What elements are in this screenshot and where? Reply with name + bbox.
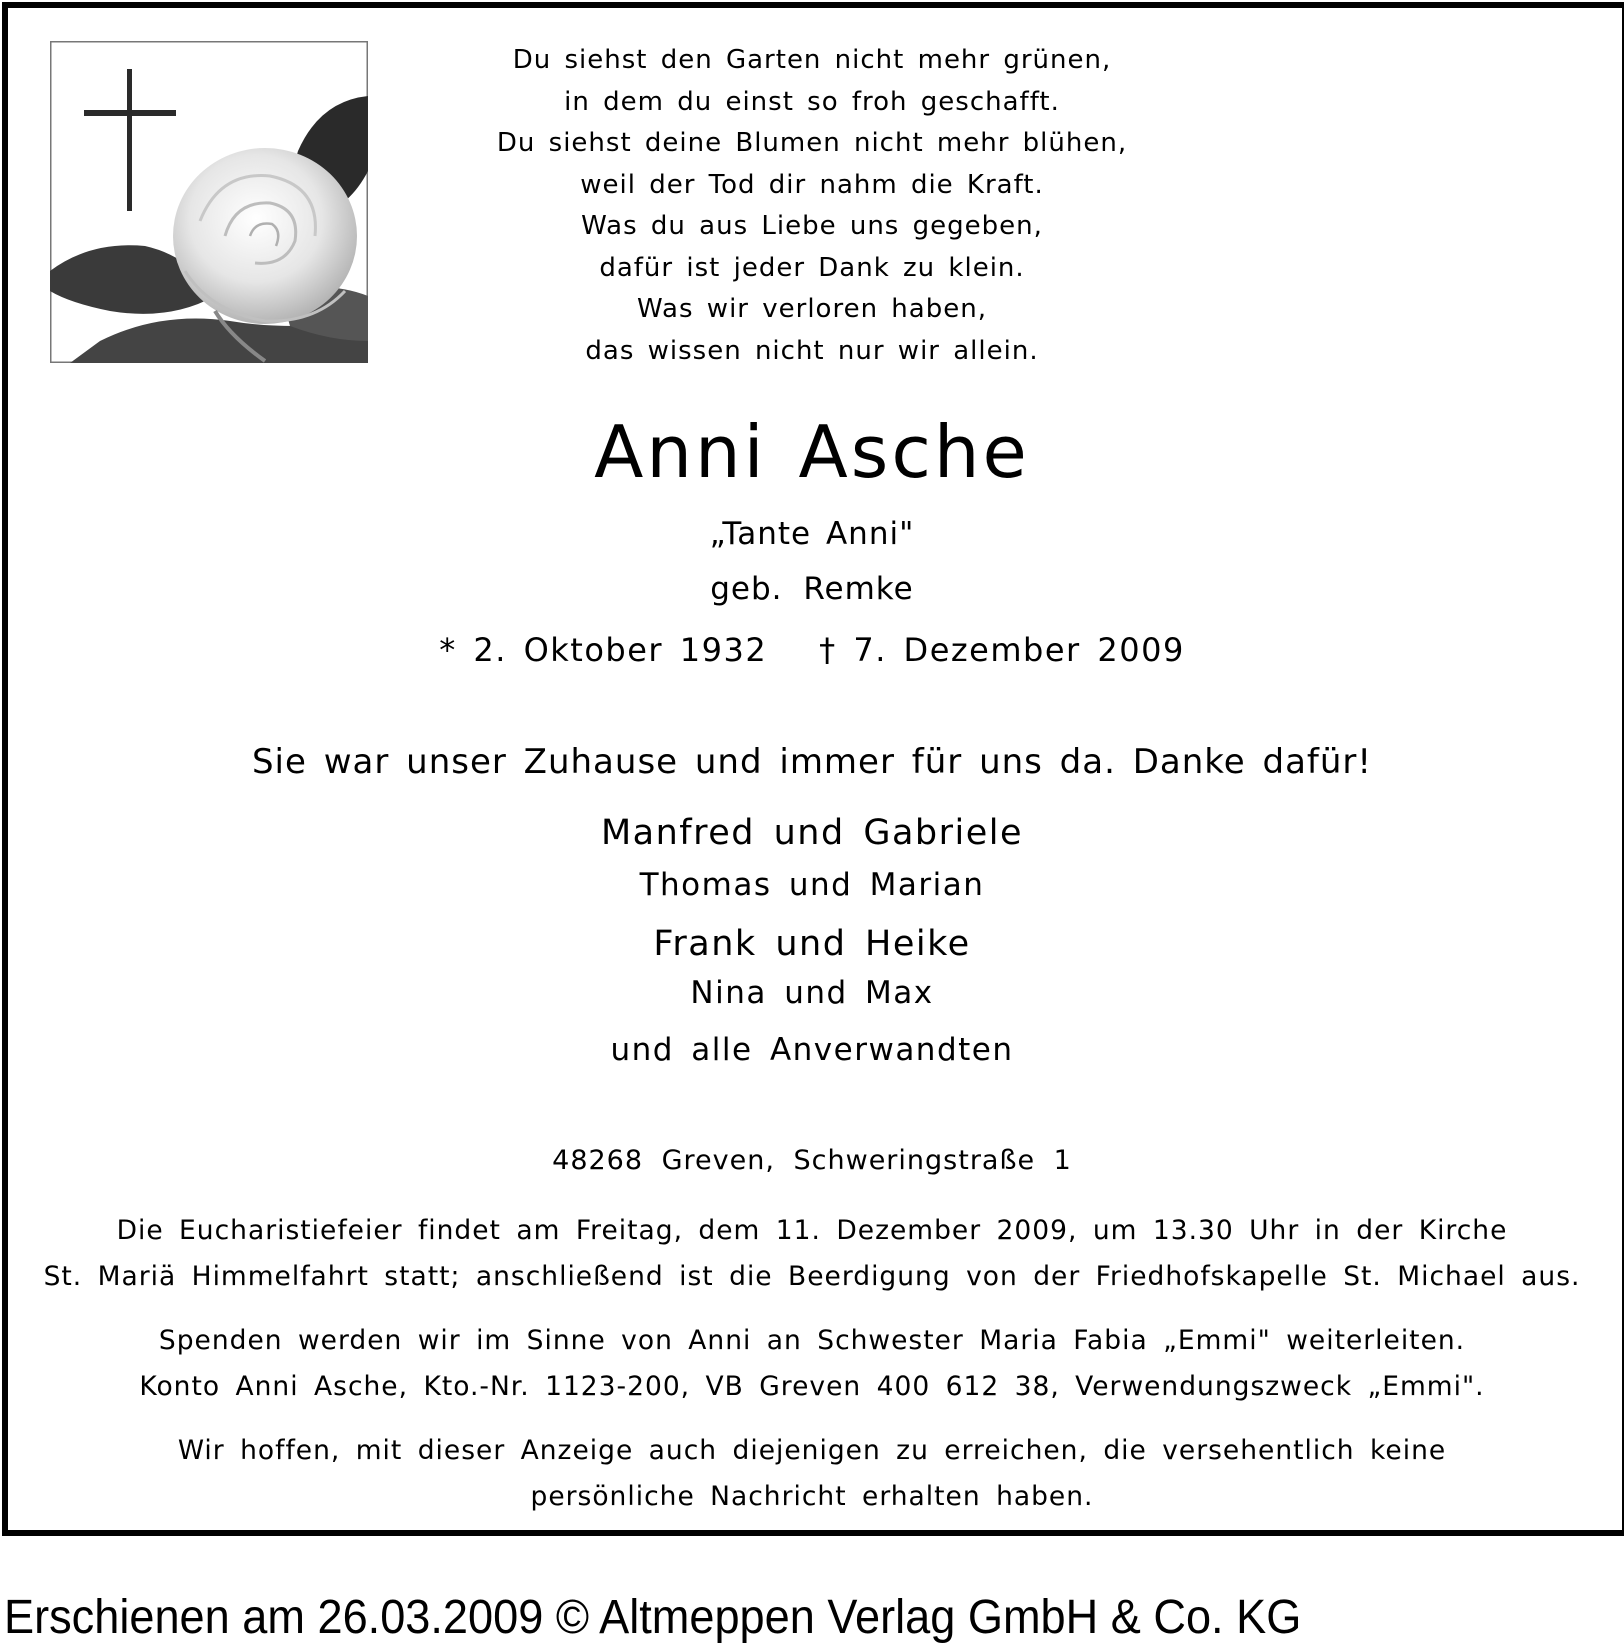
poem-line: Was wir verloren haben,	[637, 294, 987, 324]
deceased-birth-name: geb. Remke	[710, 571, 914, 607]
motto: Sie war unser Zuhause und immer für uns da. Danke dafür!	[251, 742, 1373, 782]
family-line-2: Frank und Heike	[653, 924, 971, 964]
donation-info	[0, 1318, 1624, 1410]
notice-note	[0, 1428, 1624, 1520]
family-line-1-children: Thomas und Marian	[639, 867, 985, 903]
service-info	[0, 1208, 1624, 1300]
poem-line: dafür ist jeder Dank zu klein.	[599, 252, 1025, 283]
publication-footer: Erschienen am 26.03.2009 © Altmeppen Verlag GmbH & Co. KG	[4, 1591, 1302, 1644]
service-line: St. Mariä Himmelfahrt statt; anschließend ist die Beerdigung von der Friedhofskapelle St. Michael aus.	[43, 1261, 1581, 1292]
poem-line: Du siehst deine Blumen nicht mehr blühen,	[496, 128, 1128, 158]
poem-line: das wissen nicht nur wir allein.	[585, 335, 1039, 366]
address: 48268 Greven, Schweringstraße 1	[552, 1145, 1072, 1176]
poem	[0, 40, 1624, 372]
donation-line: Spenden werden wir im Sinne von Anni an Schwester Maria Fabia „Emmi" weiterleiten.	[158, 1325, 1466, 1356]
deceased-nickname: „Tante Anni"	[709, 516, 915, 552]
death-date: † 7. Dezember 2009	[819, 631, 1185, 669]
poem-line: Was du aus Liebe uns gegeben,	[581, 211, 1043, 241]
family-line-2-children: Nina und Max	[690, 975, 934, 1011]
poem-line: Du siehst den Garten nicht mehr grünen,	[512, 45, 1112, 75]
service-line: Die Eucharistiefeier findet am Freitag, dem 11. Dezember 2009, um 13.30 Uhr in der Kirche	[116, 1215, 1508, 1246]
donation-line: Konto Anni Asche, Kto.-Nr. 1123-200, VB Greven 400 612 38, Verwendungszweck „Emmi".	[139, 1371, 1485, 1402]
deceased-name: Anni Asche	[594, 410, 1030, 494]
poem-line: weil der Tod dir nahm die Kraft.	[580, 169, 1044, 200]
note-line: Wir hoffen, mit dieser Anzeige auch diejenigen zu erreichen, die versehentlich keine	[177, 1435, 1447, 1466]
family-line-1: Manfred und Gabriele	[600, 813, 1024, 853]
life-dates	[0, 630, 1624, 670]
poem-line: in dem du einst so froh geschafft.	[564, 86, 1060, 117]
family-others: und alle Anverwandten	[610, 1032, 1014, 1068]
birth-date: * 2. Oktober 1932	[439, 631, 768, 669]
note-line: persönliche Nachricht erhalten haben.	[530, 1481, 1094, 1512]
